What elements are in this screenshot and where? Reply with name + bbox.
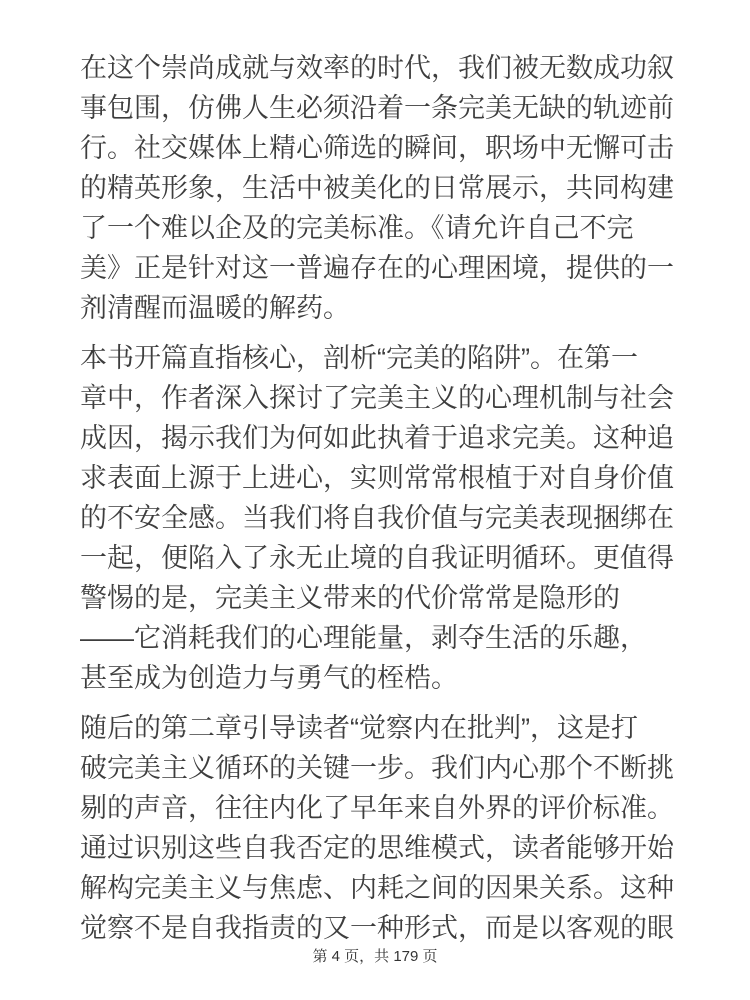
text-line: 剔的声音，往往内化了早年来自外界的评价标准。 bbox=[80, 793, 674, 823]
text-line: 一起，便陷入了永无止境的自我证明循环。更值得 bbox=[80, 543, 674, 573]
text-line: 章中，作者深入探讨了完美主义的心理机制与社会 bbox=[80, 383, 674, 413]
text-line: 的不安全感。当我们将自我价值与完美表现捆绑在 bbox=[80, 503, 674, 533]
text-line: 觉察不是自我指责的又一种形式，而是以客观的眼 bbox=[80, 913, 674, 943]
text-line: 通过识别这些自我否定的思维模式，读者能够开始 bbox=[80, 833, 674, 863]
text-line: 甚至成为创造力与勇气的桎梏。 bbox=[80, 663, 458, 693]
text-line: 事包围，仿佛人生必须沿着一条完美无缺的轨迹前 bbox=[80, 93, 674, 123]
text-line: 随后的第二章引导读者“觉察内在批判”，这是打 bbox=[80, 713, 638, 743]
page-number-label: 第 4 页，共 179 页 bbox=[312, 948, 438, 965]
paragraph bbox=[80, 708, 680, 948]
text-line: 本书开篇直指核心，剖析“完美的陷阱”。在第一 bbox=[80, 343, 638, 373]
page-footer bbox=[0, 946, 750, 968]
text-line: 解构完美主义与焦虑、内耗之间的因果关系。这种 bbox=[80, 873, 674, 903]
text-line: ——它消耗我们的心理能量，剥夺生活的乐趣， bbox=[80, 623, 647, 653]
text-line: 美》正是针对这一普遍存在的心理困境，提供的一 bbox=[80, 253, 674, 283]
text-line: 行。社交媒体上精心筛选的瞬间，职场中无懈可击 bbox=[80, 133, 674, 163]
text-line: 成因，揭示我们为何如此执着于追求完美。这种追 bbox=[80, 423, 674, 453]
text-line: 的精英形象，生活中被美化的日常展示，共同构建 bbox=[80, 173, 674, 203]
paragraph bbox=[80, 338, 680, 698]
document-body bbox=[80, 48, 680, 958]
text-line: 破完美主义循环的关键一步。我们内心那个不断挑 bbox=[80, 753, 674, 783]
text-line: 剂清醒而温暖的解药。 bbox=[80, 293, 350, 323]
text-line: 警惕的是，完美主义带来的代价常常是隐形的 bbox=[80, 583, 620, 613]
text-line: 了一个难以企及的完美标准。《请允许自己不完 bbox=[80, 213, 634, 243]
text-line: 求表面上源于上进心，实则常常根植于对自身价值 bbox=[80, 463, 674, 493]
paragraph bbox=[80, 48, 680, 328]
text-line: 在这个崇尚成就与效率的时代，我们被无数成功叙 bbox=[80, 53, 674, 83]
